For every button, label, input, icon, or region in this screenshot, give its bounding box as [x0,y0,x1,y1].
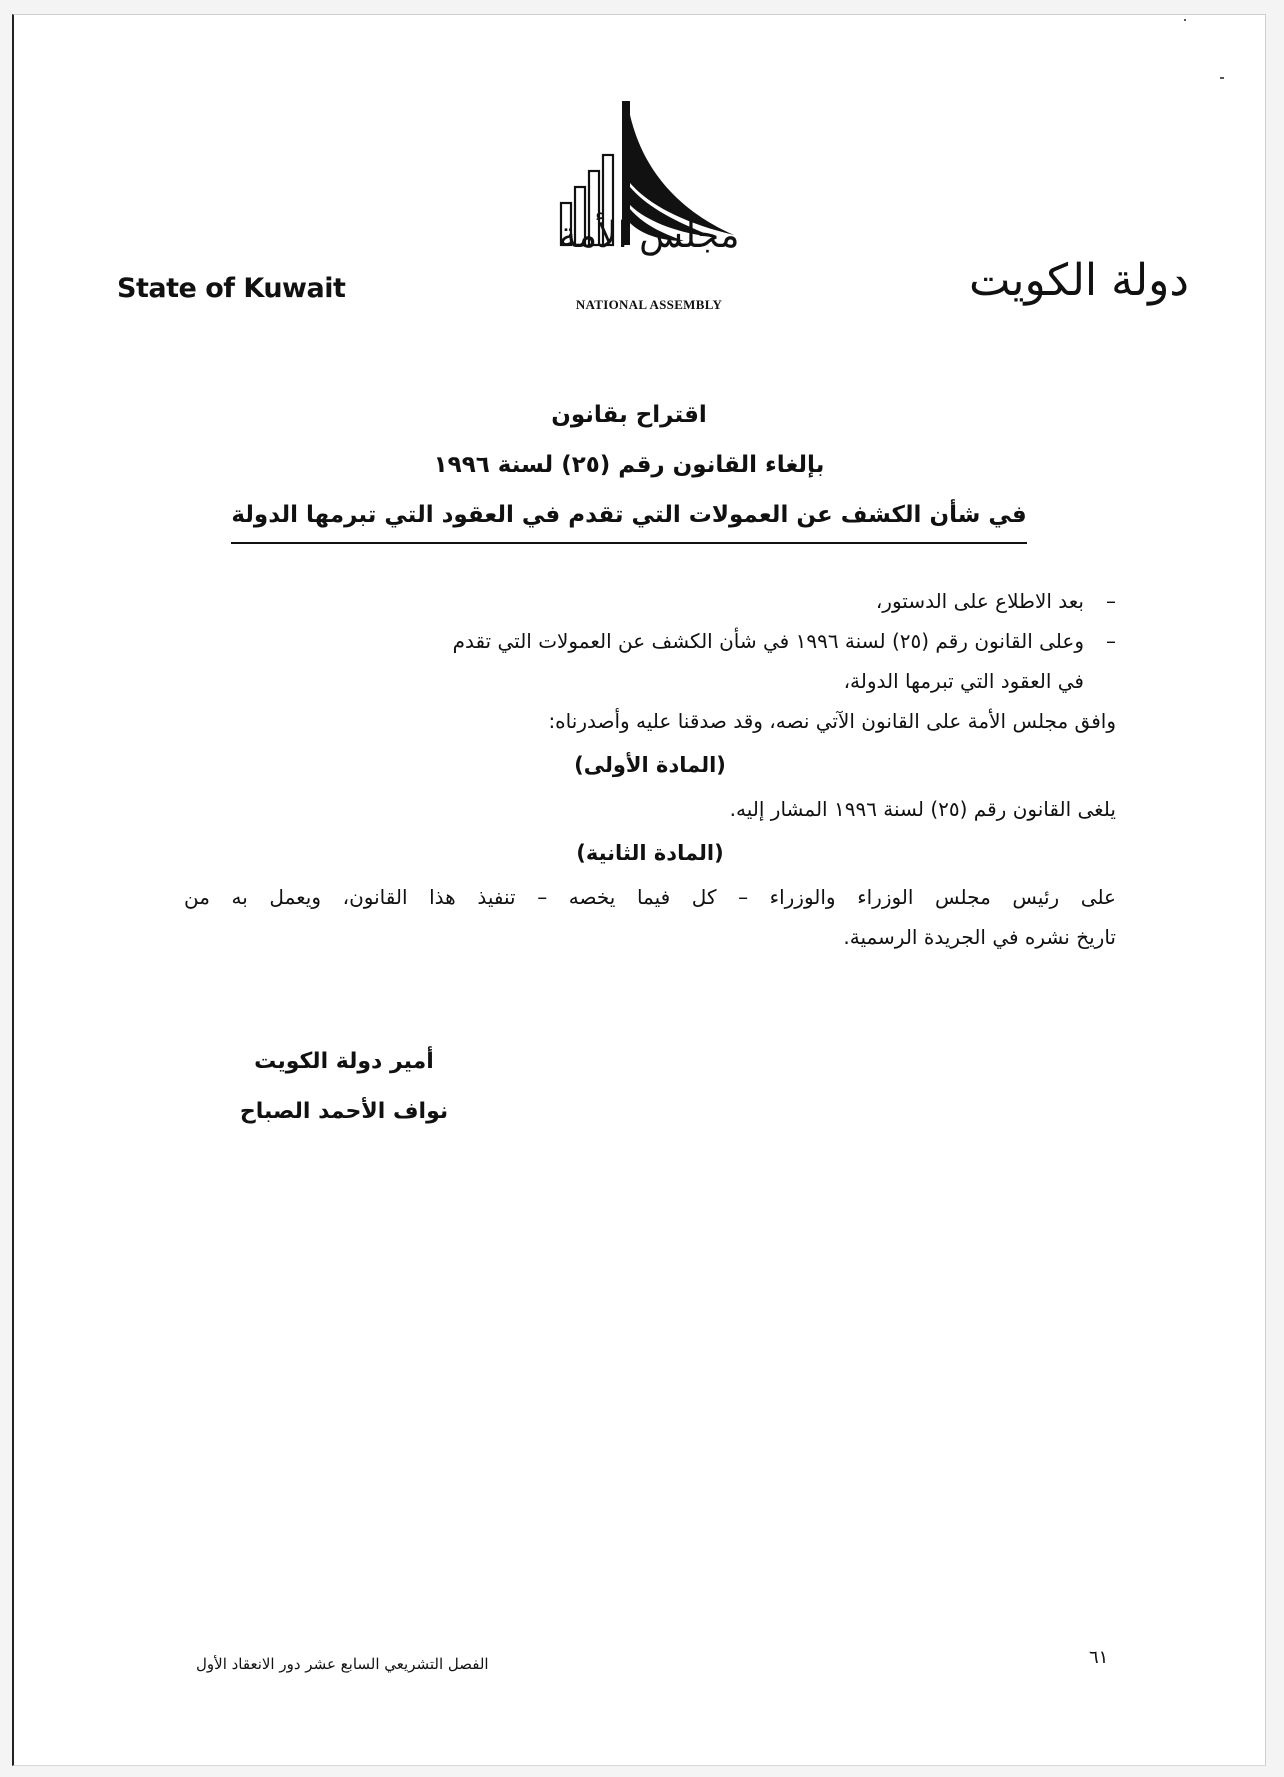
state-of-kuwait-arabic-label: دولة الكويت [969,255,1189,306]
scan-speck [1220,77,1224,79]
title-line-2: بإلغاء القانون رقم (٢٥) لسنة ١٩٩٦ [433,452,825,478]
title-line-1: اقتراح بقانون [551,402,707,428]
article-2-heading: (المادة الثانية) [576,841,724,865]
document-titles [164,390,1094,544]
title-line-3: في شأن الكشف عن العمولات التي تقدم في العقود التي تبرمها الدولة [231,490,1026,544]
preamble-bullet-2-continuation: في العقود التي تبرمها الدولة، [843,669,1084,693]
document-body [184,581,1116,957]
state-of-kuwait-label: State of Kuwait [117,273,346,304]
preamble-bullet-2: – وعلى القانون رقم (٢٥) لسنة ١٩٩٦ في شأن الكشف عن العمولات التي تقدم [184,621,1116,661]
article-2-text-line-2: تاريخ نشره في الجريدة الرسمية. [843,925,1116,949]
footer-session: الفصل التشريعي السابع عشر دور الانعقاد الأول [196,1655,489,1673]
article-2-text-line-1: على رئيس مجلس الوزراء والوزراء – كل فيما يخصه – تنفيذ هذا القانون، ويعمل به من [184,885,1116,909]
approval-statement: وافق مجلس الأمة على القانون الآتي نصه، وقد صدقنا عليه وأصدرناه: [548,709,1116,733]
national-assembly-english-label: NATIONAL ASSEMBLY [575,297,723,312]
article-1-heading: (المادة الأولى) [574,753,726,777]
document-page [12,14,1266,1766]
preamble-bullet-1: – بعد الاطلاع على الدستور، [184,581,1116,621]
signature-block [194,1037,494,1137]
signatory-title: أمير دولة الكويت [254,1049,434,1074]
page-number: ٦١ [1089,1647,1109,1668]
article-1-text: يلغى القانون رقم (٢٥) لسنة ١٩٩٦ المشار إليه. [729,797,1116,821]
signatory-name: نواف الأحمد الصباح [239,1099,449,1124]
scan-speck [1184,19,1186,21]
national-assembly-arabic-logotype: مجلس الأمة [558,215,740,256]
